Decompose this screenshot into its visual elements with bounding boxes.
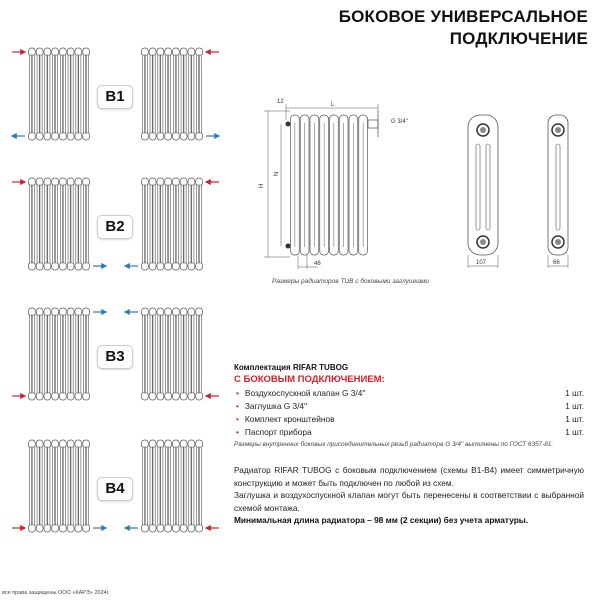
kit-item xyxy=(234,426,584,439)
dimension-label: H xyxy=(259,183,265,188)
scheme-label: B1 xyxy=(97,85,133,109)
kit-subtitle: С БОКОВЫМ ПОДКЛЮЧЕНИЕМ: xyxy=(234,374,385,385)
kit-item xyxy=(234,413,584,426)
kit-note: Размеры внутренних боковых присоединительных резьб радиатора G 3/4'' выполнены по ГОСТ 6357-81. xyxy=(234,441,554,448)
title-line-1: БОКОВОЕ УНИВЕРСАЛЬНОЕ xyxy=(338,7,588,26)
kit-item xyxy=(234,387,584,400)
kit-item xyxy=(234,400,584,413)
dimension-label: G 3/4'' xyxy=(391,119,408,125)
side-view xyxy=(468,115,498,255)
dimension-label: 107 xyxy=(476,260,487,266)
description-p3: Минимальная длина радиатора – 98 мм (2 секции) без учета арматуры. xyxy=(234,515,529,525)
description xyxy=(234,464,584,527)
kit-section xyxy=(234,363,584,448)
kit-item-qty: 1 шт. xyxy=(565,401,584,411)
radiator xyxy=(29,440,90,532)
copyright: все права защищены ООО «КАРЭ» 2024г. xyxy=(2,590,110,596)
drawing-caption: Размеры радиаторов TUB с боковыми заглушками xyxy=(272,278,430,285)
description-p2: Заглушка и воздухоспускной клапан могут быть перенесены в соответствии с выбранной схемой монтажа. xyxy=(234,490,584,513)
dimension-label: 46 xyxy=(314,261,321,267)
scheme-label: B4 xyxy=(97,477,133,501)
scheme-label: B2 xyxy=(97,215,133,239)
dimension-label: N xyxy=(274,171,280,176)
kit-item-name: • Воздухоспускной клапан G 3/4'' xyxy=(234,387,366,400)
kit-item-name: • Комплект кронштейнов xyxy=(234,413,335,426)
radiator xyxy=(142,308,203,400)
scheme-label: B3 xyxy=(97,345,133,369)
kit-item-qty: 1 шт. xyxy=(565,414,584,424)
dimension-label: L xyxy=(331,102,335,108)
plug-icon xyxy=(286,122,291,127)
front-view xyxy=(286,111,379,255)
plug-icon xyxy=(286,244,291,249)
dimension-label: 12 xyxy=(277,99,284,105)
side-view xyxy=(548,115,568,255)
radiator xyxy=(142,440,203,532)
description-p1: Радиатор RIFAR TUBOG с боковым подключением (схемы B1-B4) имеет симметричную конструкцию и может быть подключен по любой из схем. xyxy=(234,465,584,488)
kit-item-name: • Заглушка G 3/4'' xyxy=(234,400,307,413)
kit-item-qty: 1 шт. xyxy=(565,427,584,437)
dimension-label: 66 xyxy=(553,260,560,266)
kit-title: Комплектация RIFAR TUBOG xyxy=(234,363,349,372)
kit-item-qty: 1 шт. xyxy=(565,388,584,398)
radiator xyxy=(29,308,90,400)
title-line-2: ПОДКЛЮЧЕНИЕ xyxy=(449,29,588,48)
kit-item-name: • Паспорт прибора xyxy=(234,426,312,439)
